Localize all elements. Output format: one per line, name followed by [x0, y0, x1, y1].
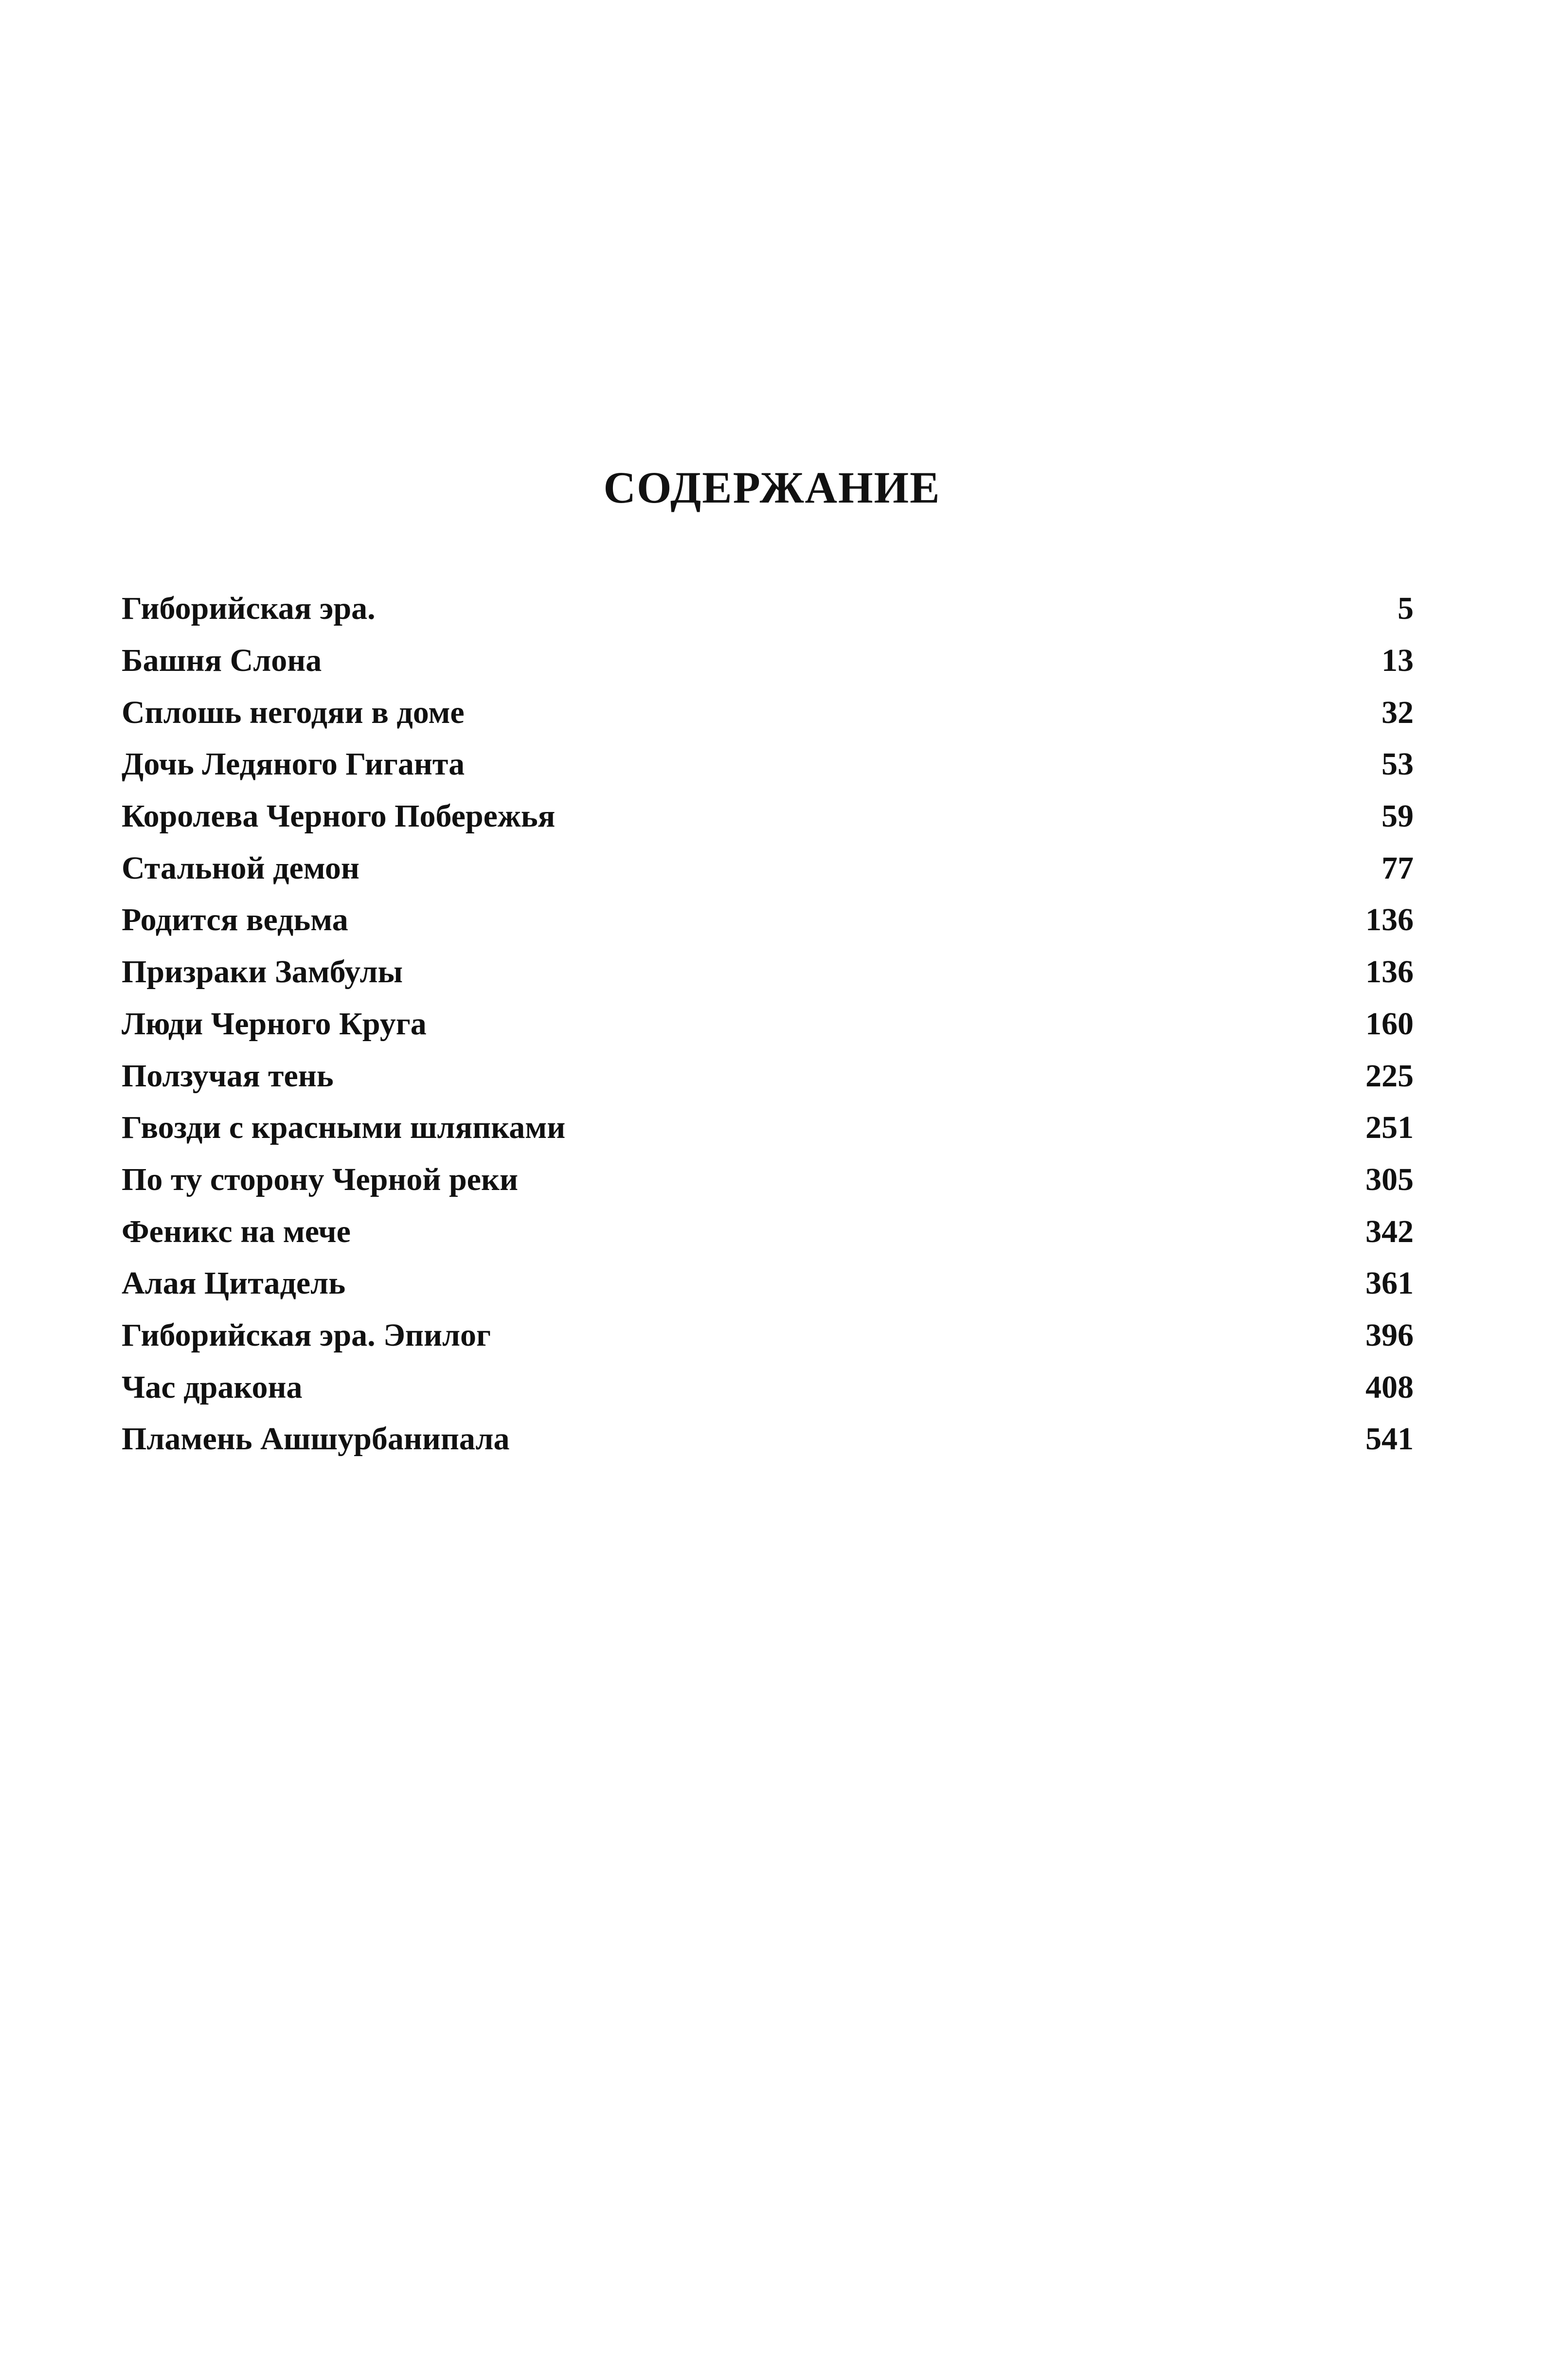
toc-entry-page: 541	[1365, 1421, 1414, 1457]
toc-entry-page: 32	[1382, 694, 1414, 730]
toc-entry-page: 136	[1365, 902, 1414, 938]
page-title: СОДЕРЖАНИЕ	[603, 462, 941, 512]
toc-entry	[122, 1206, 1414, 1258]
toc-entry-title: Гиборийская эра. Эпилог	[122, 1317, 491, 1353]
toc-entry	[122, 1413, 1414, 1465]
toc-entry	[122, 791, 1414, 843]
toc-entry	[122, 1050, 1414, 1102]
toc-entry-page: 136	[1365, 954, 1414, 990]
toc-entry-page: 396	[1365, 1317, 1414, 1353]
toc-entry-title: Призраки Замбулы	[122, 954, 403, 990]
toc-entry-title: Гвозди с красными шляпками	[122, 1110, 566, 1146]
toc-entry-title: Родится ведьма	[122, 902, 348, 938]
toc-entry	[122, 842, 1414, 894]
toc-entry-title: Феникс на мече	[122, 1213, 351, 1249]
toc-entry-page: 5	[1398, 591, 1414, 627]
toc-entry-title: Час дракона	[122, 1369, 303, 1405]
toc-entry-page: 342	[1365, 1213, 1414, 1249]
toc-entry	[122, 894, 1414, 946]
toc-entry	[122, 1310, 1414, 1362]
toc-entry-page: 160	[1365, 1006, 1414, 1042]
toc-entry-page: 13	[1382, 643, 1414, 679]
toc-entry-page: 408	[1365, 1369, 1414, 1405]
toc-entry-title: Дочь Ледяного Гиганта	[122, 746, 465, 782]
toc-entry-page: 225	[1365, 1058, 1414, 1094]
toc-entry-page: 305	[1365, 1161, 1414, 1197]
toc-entry-page: 59	[1382, 798, 1414, 834]
toc-entry-title: Стальной демон	[122, 850, 359, 886]
toc-entry-title: По ту сторону Черной реки	[122, 1161, 519, 1197]
toc-entry-page: 251	[1365, 1110, 1414, 1146]
toc-entry-title: Люди Черного Круга	[122, 1006, 427, 1042]
table-of-contents	[122, 583, 1414, 1465]
toc-entry	[122, 1154, 1414, 1206]
toc-entry	[122, 946, 1414, 998]
toc-entry	[122, 686, 1414, 739]
toc-entry-page: 361	[1365, 1265, 1414, 1301]
toc-entry-title: Сплошь негодяи в доме	[122, 694, 465, 730]
toc-entry	[122, 739, 1414, 791]
toc-entry-page: 53	[1382, 746, 1414, 782]
toc-entry-title: Гиборийская эра.	[122, 591, 376, 627]
toc-entry-title: Башня Слона	[122, 643, 322, 679]
toc-entry	[122, 998, 1414, 1050]
toc-entry-title: Алая Цитадель	[122, 1265, 346, 1301]
toc-entry	[122, 635, 1414, 687]
toc-entry	[122, 1102, 1414, 1154]
toc-entry-title: Королева Черного Побережья	[122, 798, 556, 834]
toc-entry-title: Пламень Ашшурбанипала	[122, 1421, 510, 1457]
toc-entry	[122, 583, 1414, 635]
toc-entry	[122, 1361, 1414, 1413]
toc-entry	[122, 1258, 1414, 1310]
toc-entry-title: Ползучая тень	[122, 1058, 334, 1094]
toc-entry-page: 77	[1382, 850, 1414, 886]
